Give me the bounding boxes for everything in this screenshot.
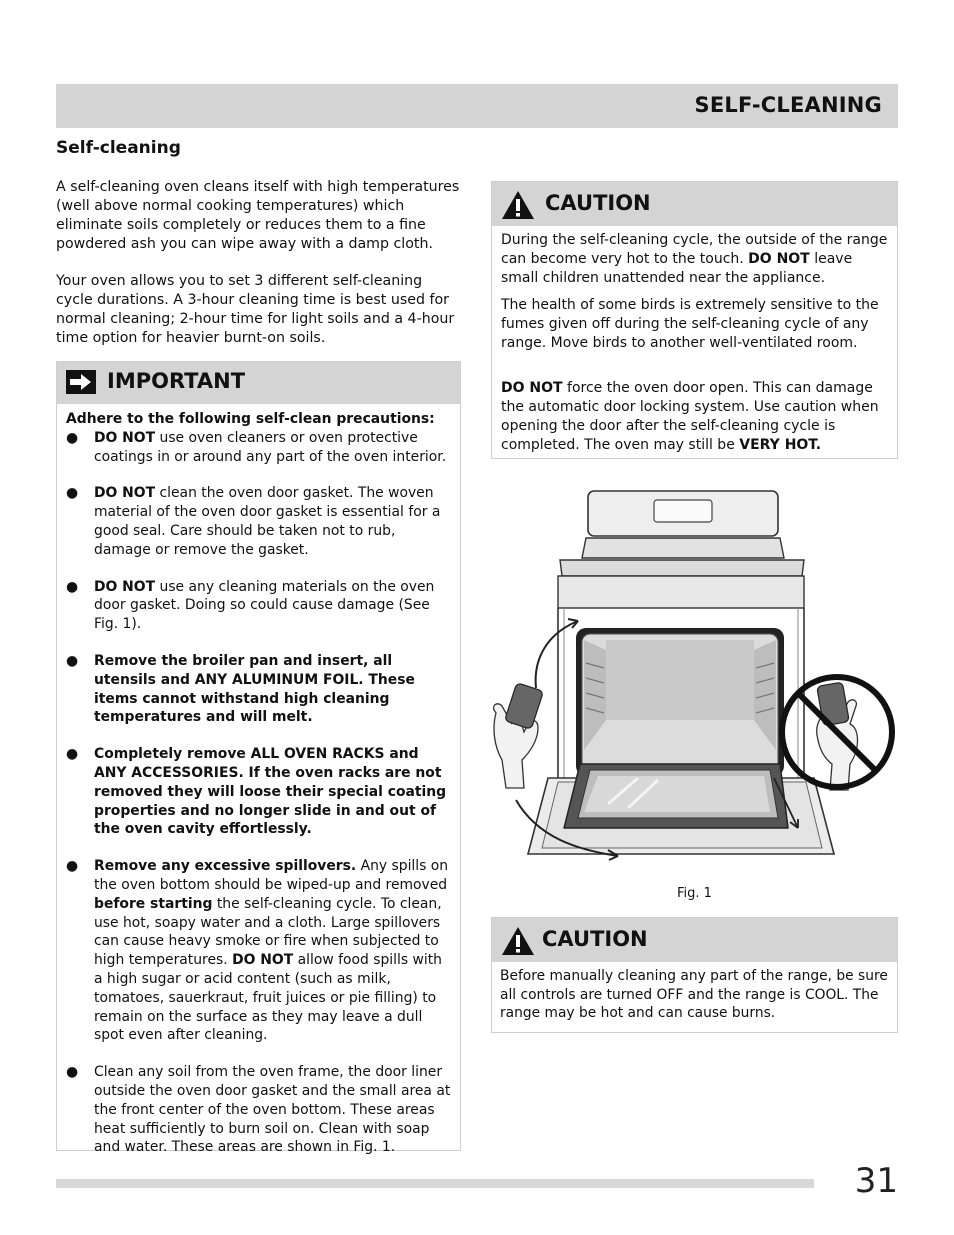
list-item [66,484,454,559]
caution-box-2 [491,917,898,1033]
item-bold: Remove any excessive spillovers. [94,858,357,875]
caution-label: CAUTION [542,927,648,951]
list-item [66,1063,454,1157]
caution-text: leave small children unattended near the appliance. [501,251,853,286]
warning-icon [501,926,535,960]
caution-box-1 [491,181,898,459]
bullet-icon: ● [66,652,79,669]
caution-label: CAUTION [545,191,651,215]
important-lead: Adhere to the following self-clean precautions: [66,411,435,427]
page-header-title: SELF-CLEANING [694,93,882,117]
caution-header [492,182,897,226]
list-item [66,857,454,1045]
caution-body [492,226,897,455]
caution-bold: DO NOT [501,380,563,396]
item-bold-2: before starting [94,895,213,912]
intro-paragraph-1: A self-cleaning oven cleans itself with high temperatures (well above normal cooking temperatures) which eliminate soils completely or reduces them to a fine powdered ash you can wipe away with a damp cloth. [56,179,460,252]
item-bold: DO NOT [94,485,156,502]
item-text: use any cleaning materials on the oven door gasket. Doing so could cause damage (See Fig. 1). [94,578,435,633]
footer-bar [56,1179,814,1188]
item-bold: DO NOT [94,578,156,595]
item-bold: Completely remove ALL OVEN RACKS and ANY ACCESSORIES. If the oven racks are not removed they will loose their special coating properties and no longer slide in and out of the oven cavity effortlessly. [94,746,447,838]
item-text-3: allow food spills with a high sugar or acid content (such as milk, tomatoes, sauerkraut, fruit juices or pie filling) to remain on the surface as they may leave a dull spot even after cleaning. [94,952,442,1044]
bullet-icon: ● [66,746,79,763]
oven-illustration [488,488,898,868]
item-text: clean the oven door gasket. The woven material of the oven door gasket is essential for a good seal. Care should be taken not to rub, damage or remove the gasket. [94,485,441,558]
arrow-right-icon [66,370,96,398]
page-number: 31 [854,1161,898,1201]
list-item [66,652,454,727]
item-text: Clean any soil from the oven frame, the door liner outside the oven door gasket and the small area at the front center of the oven bottom. These areas heat sufficiently to burn soil on. Clean with soap and water. These areas are shown in Fig. 1. [94,1064,451,1156]
bullet-icon: ● [66,485,79,502]
caution-paragraph: Before manually cleaning any part of the range, be sure all controls are turned OFF and the range is COOL. The range may be hot and can cause burns. [500,968,888,1022]
intro-text [56,178,460,366]
important-label: IMPORTANT [107,369,246,393]
item-text-2: the self-cleaning cycle. To clean, use hot, soapy water and a cloth. Large spillovers can cause heavy smoke or fire when subjected to high temperatures. [94,895,442,969]
important-body [57,404,460,1157]
warning-icon [501,190,535,224]
section-title: Self-cleaning [56,138,181,158]
item-text: Any spills on the oven bottom should be wiped-up and removed [94,858,449,893]
bullet-icon: ● [66,429,79,446]
list-item [66,429,454,467]
caution-bold: DO NOT [748,251,810,267]
caution-paragraph-1 [501,231,888,288]
bullet-icon: ● [66,578,79,595]
header-bar [56,84,898,128]
bullet-icon: ● [66,858,79,875]
caution-body [492,962,897,1023]
figure-caption: Fig. 1 [677,886,712,901]
caution-paragraph-3 [501,379,888,455]
list-item [66,578,454,634]
item-bold-3: DO NOT [232,952,294,969]
caution-bold: VERY HOT. [739,437,822,453]
item-bold: DO NOT [94,429,156,446]
caution-text: force the oven door open. This can damage the automatic door locking system. Use caution when opening the door after the self-cleaning cycle is completed. The oven may still be [501,380,879,453]
important-header [57,362,460,404]
caution-text: During the self-cleaning cycle, the outside of the range can become very hot to the touch. [501,232,888,267]
caution-header [492,918,897,962]
caution-paragraph-2: The health of some birds is extremely sensitive to the fumes given off during the self-cleaning cycle of any range. Move birds to another well-ventilated room. [501,297,879,351]
item-bold: Remove the broiler pan and insert, all utensils and ANY ALUMINUM FOIL. These items cannot withstand high cleaning temperatures and will melt. [94,652,415,726]
bullet-icon: ● [66,1064,79,1081]
important-box [56,361,461,1156]
list-item [66,745,454,839]
intro-paragraph-2: Your oven allows you to set 3 different self-cleaning cycle durations. A 3-hour cleaning time is best used for normal cleaning; 2-hour time for light soils and a 4-hour time option for heavier burnt-on soils. [56,273,455,346]
item-text: use oven cleaners or oven protective coatings in or around any part of the oven interior. [94,429,447,465]
precaution-list [66,429,454,1157]
